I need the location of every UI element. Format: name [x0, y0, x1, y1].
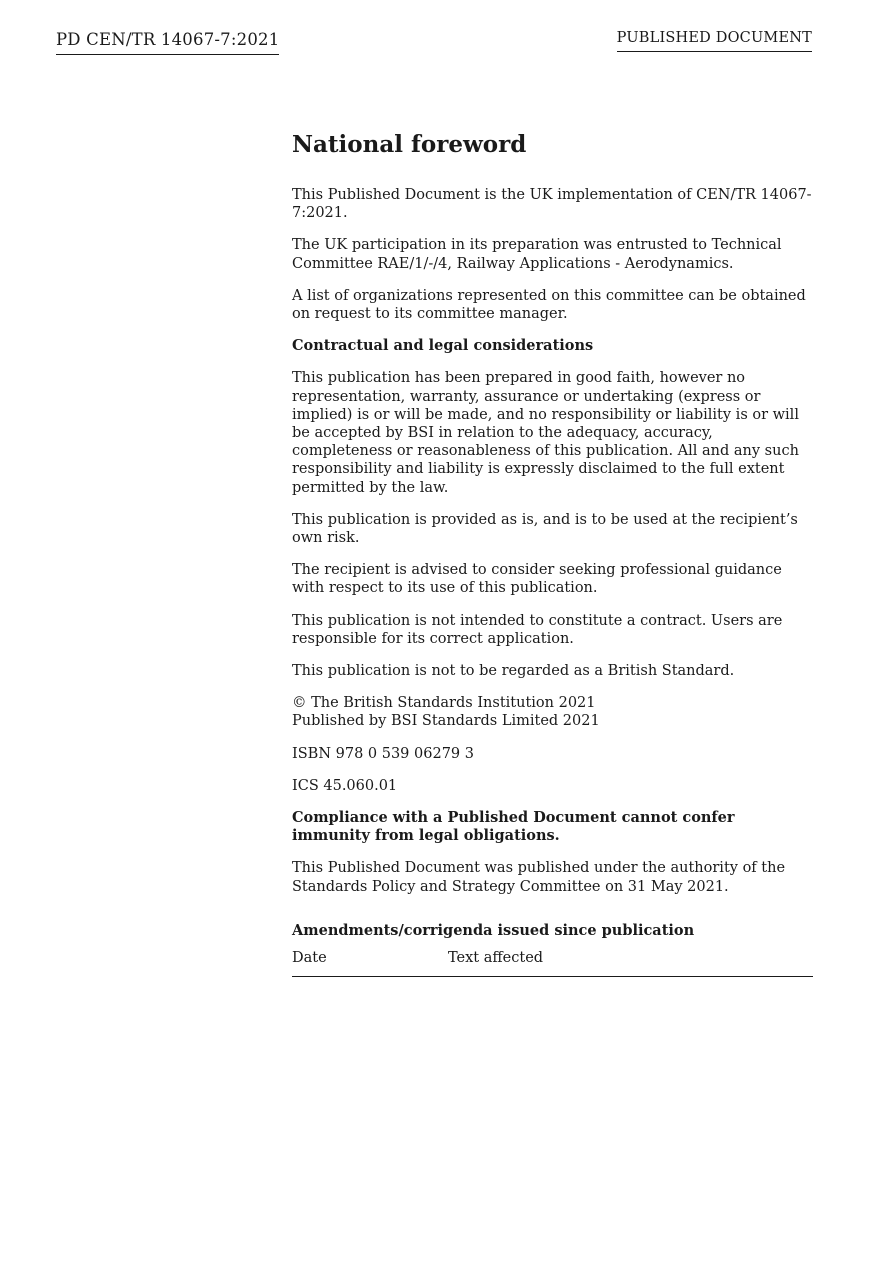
ics-code: ICS 45.060.01: [292, 777, 398, 794]
compliance-statement: Compliance with a Published Document cannot confer immunity from legal obligations.: [292, 809, 735, 845]
copyright-block: [292, 694, 813, 730]
paragraph-not-contract: This publication is not intended to constitute a contract. Users are responsible for its correct application.: [292, 612, 783, 647]
table-header-row: [292, 950, 813, 977]
copyright-line: © The British Standards Institution 2021: [292, 695, 596, 712]
column-header-text-affected: Text affected: [448, 950, 813, 977]
document-type-label: PUBLISHED DOCUMENT: [617, 30, 812, 52]
paragraph-organizations: A list of organizations represented on this committee can be obtained on request to its committee manager.: [292, 287, 806, 323]
page-title: National foreword: [292, 131, 527, 158]
paragraph-professional-guidance: The recipient is advised to consider seeking professional guidance with respect to its use of this publication.: [292, 562, 782, 597]
isbn: ISBN 978 0 539 06279 3: [292, 745, 474, 762]
paragraph-not-british-standard: This publication is not to be regarded as a British Standard.: [292, 663, 735, 680]
paragraph-implementation: This Published Document is the UK implementation of CEN/TR 14067-7:2021.: [292, 187, 812, 222]
paragraph-participation: The UK participation in its preparation was entrusted to Technical Committee RAE/1/-/4, Railway Applications - Aerodynamics.: [292, 237, 782, 272]
contractual-heading: Contractual and legal considerations: [292, 337, 594, 355]
column-header-date: Date: [292, 950, 448, 977]
publisher-line: Published by BSI Standards Limited 2021: [292, 713, 600, 730]
amendments-table: [292, 950, 813, 977]
amendments-heading: Amendments/corrigenda issued since publication: [292, 921, 695, 939]
authority-statement: This Published Document was published under the authority of the Standards Policy and Strategy Committee on 31 May 2021.: [292, 860, 786, 895]
national-foreword-section: [292, 130, 813, 977]
paragraph-good-faith: This publication has been prepared in good faith, however no representation, warranty, assurance or undertaking (express or implied) is or will be made, and no responsibility or liability is or will be accepted by BSI in relation to the adequacy, accuracy, completeness or reasonableness of this publication. All and any such responsibility and liability is expressly disclaimed to the full extent permitted by the law.: [292, 370, 799, 496]
paragraph-own-risk: This publication is provided as is, and is to be used at the recipient’s own risk.: [292, 511, 798, 547]
document-id: PD CEN/TR 14067-7:2021: [56, 30, 279, 55]
